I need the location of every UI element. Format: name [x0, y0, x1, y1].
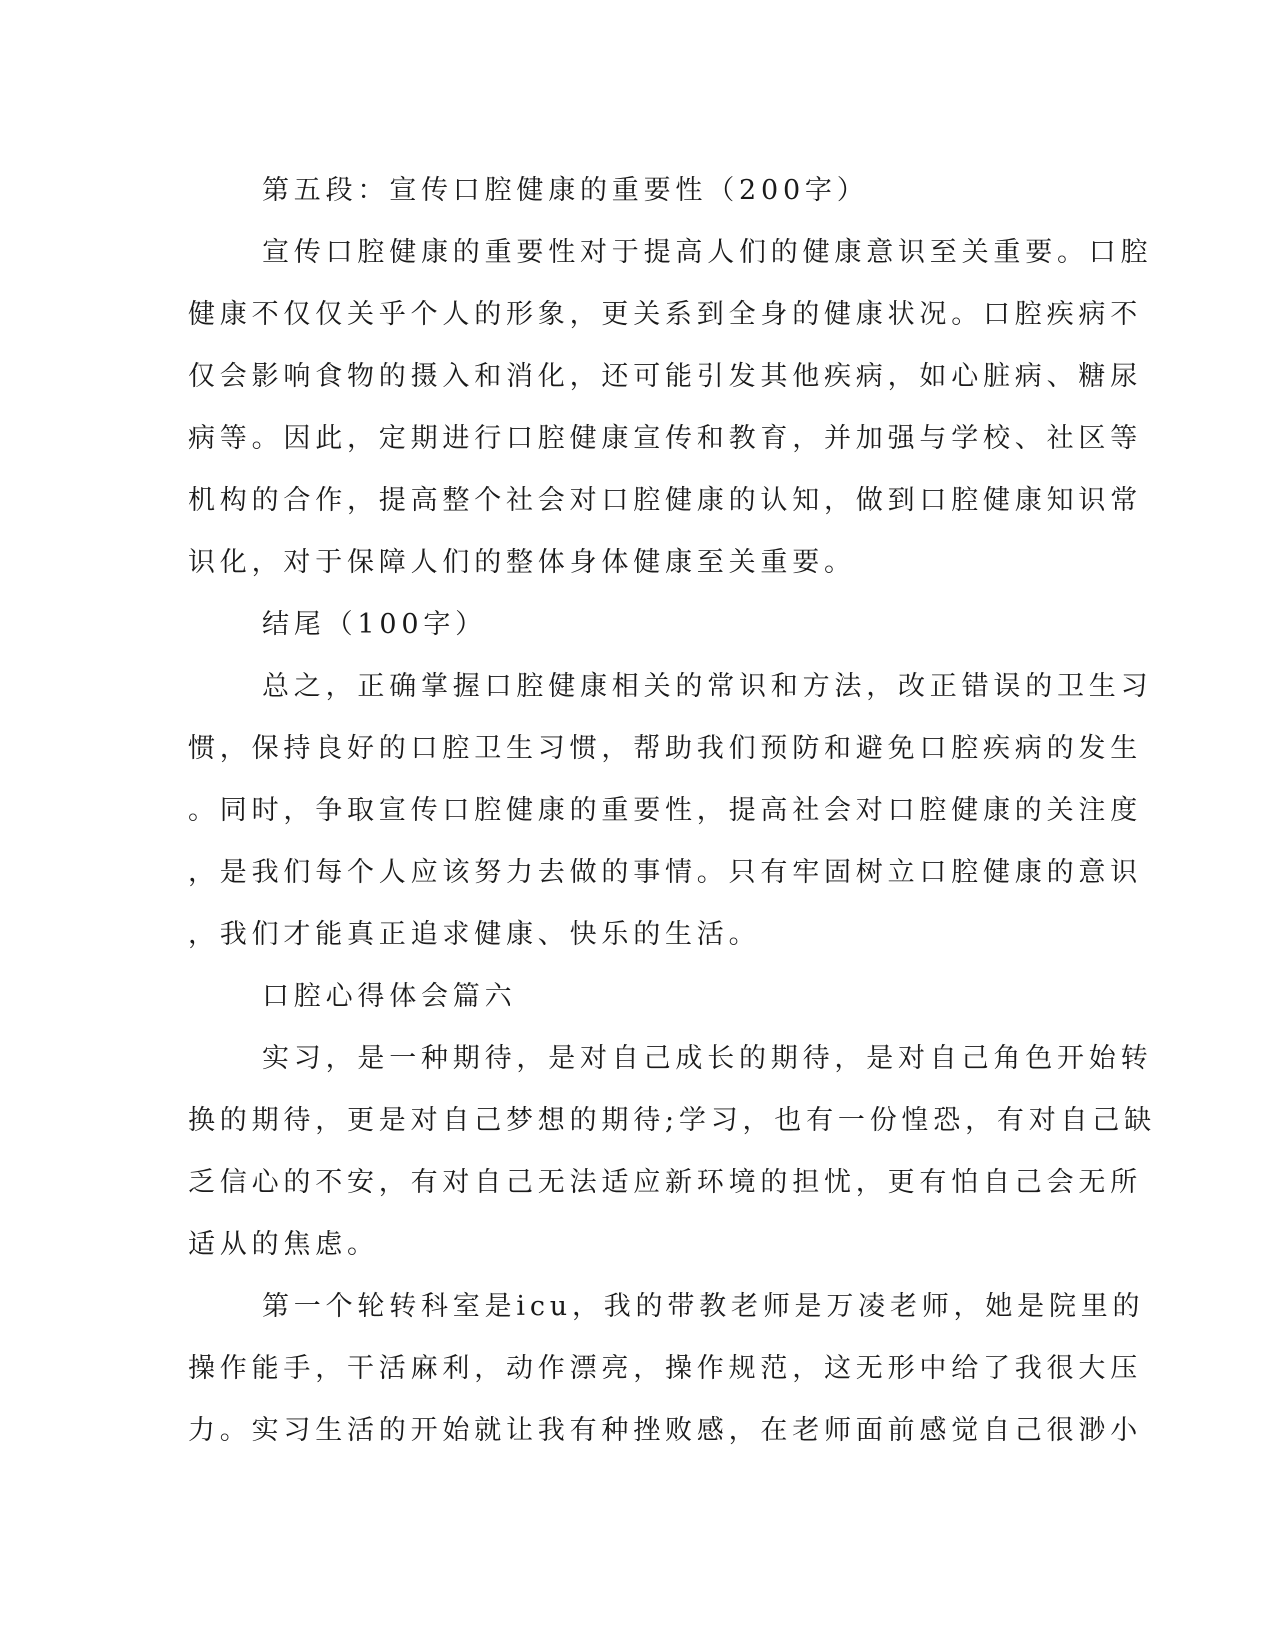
paragraph-line: 适从的焦虑。 — [188, 1229, 379, 1260]
section-heading-ending: 结尾（100字） — [262, 609, 487, 640]
paragraph-line: 力。实习生活的开始就让我有种挫败感，在老师面前感觉自己很渺小 — [188, 1415, 1142, 1446]
paragraph-line: 。同时，争取宣传口腔健康的重要性，提高社会对口腔健康的关注度 — [188, 795, 1142, 826]
paragraph-line: 第一个轮转科室是icu，我的带教老师是万凌老师，她是院里的 — [262, 1291, 1145, 1322]
document-body — [188, 160, 1156, 1462]
section-heading-part-6: 口腔心得体会篇六 — [262, 981, 517, 1012]
section-heading-5: 第五段：宣传口腔健康的重要性（200字） — [262, 175, 869, 206]
paragraph-line: 健康不仅仅关乎个人的形象，更关系到全身的健康状况。口腔疾病不 — [188, 299, 1142, 330]
paragraph-line: 乏信心的不安，有对自己无法适应新环境的担忧，更有怕自己会无所 — [188, 1167, 1142, 1198]
paragraph-line: 仅会影响食物的摄入和消化，还可能引发其他疾病，如心脏病、糖尿 — [188, 361, 1142, 392]
paragraph-line: 操作能手，干活麻利，动作漂亮，操作规范，这无形中给了我很大压 — [188, 1353, 1142, 1384]
paragraph-line: ，我们才能真正追求健康、快乐的生活。 — [188, 919, 761, 950]
paragraph-line: 总之，正确掌握口腔健康相关的常识和方法，改正错误的卫生习 — [262, 671, 1153, 702]
paragraph-line: 换的期待，更是对自己梦想的期待;学习，也有一份惶恐，有对自己缺 — [188, 1105, 1156, 1136]
paragraph-line: 实习，是一种期待，是对自己成长的期待，是对自己角色开始转 — [262, 1043, 1153, 1074]
paragraph-line: 机构的合作，提高整个社会对口腔健康的认知，做到口腔健康知识常 — [188, 485, 1142, 516]
paragraph-line: 识化，对于保障人们的整体身体健康至关重要。 — [188, 547, 856, 578]
paragraph-line: 惯，保持良好的口腔卫生习惯，帮助我们预防和避免口腔疾病的发生 — [188, 733, 1142, 764]
paragraph-line: 宣传口腔健康的重要性对于提高人们的健康意识至关重要。口腔 — [262, 237, 1153, 268]
paragraph-line: 病等。因此，定期进行口腔健康宣传和教育，并加强与学校、社区等 — [188, 423, 1142, 454]
paragraph-line: ，是我们每个人应该努力去做的事情。只有牢固树立口腔健康的意识 — [188, 857, 1142, 888]
